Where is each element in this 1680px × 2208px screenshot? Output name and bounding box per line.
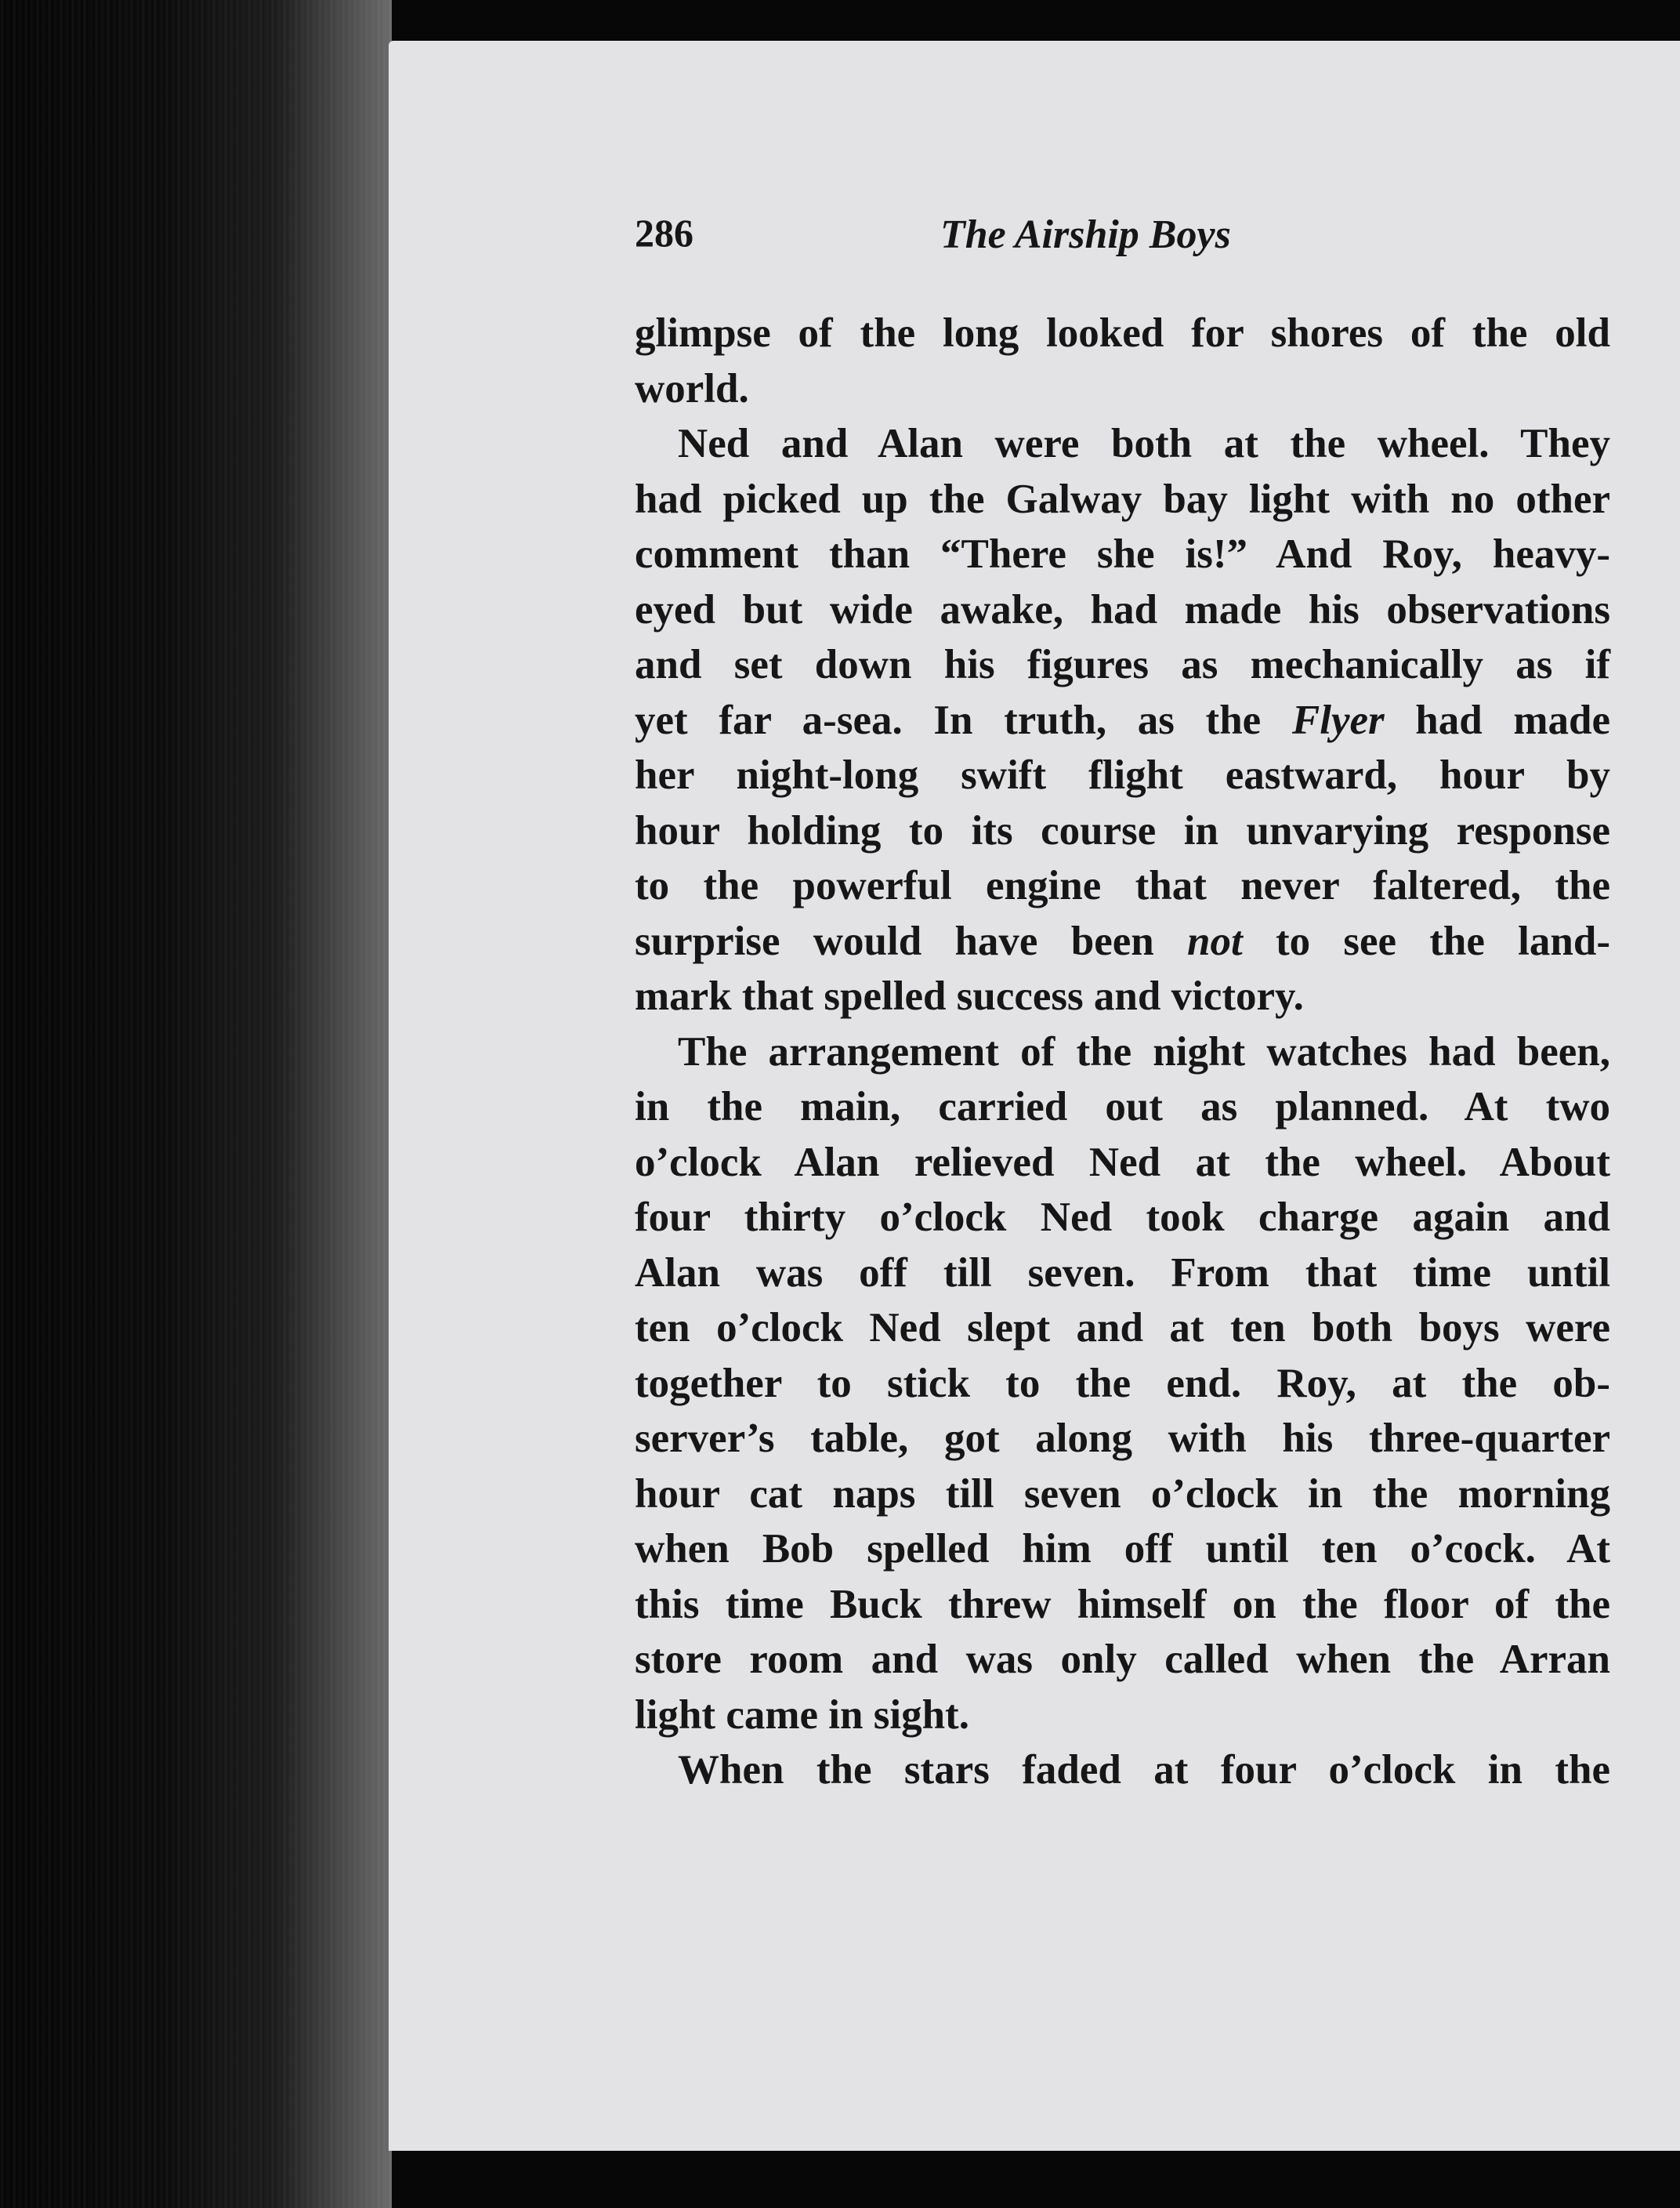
text-line: Ned and Alan were both at the wheel. They xyxy=(678,421,1610,466)
line-segment: had made xyxy=(1415,697,1611,743)
text-line: hour holding to its course in unvarying response xyxy=(635,807,1610,854)
text-line: when Bob spelled him off until ten o’cock. At xyxy=(635,1526,1610,1572)
line-segment: surprise would have been xyxy=(635,918,1154,964)
text-line: server’s table, got along with his three-quarter xyxy=(635,1416,1610,1461)
text-line: store room and was only called when the Arran xyxy=(635,1637,1610,1682)
paragraph-2 xyxy=(635,416,1610,1024)
text-line: to the powerful engine that never faltered, the xyxy=(635,863,1610,908)
text-line: hour cat naps till seven o’clock in the morning xyxy=(635,1470,1610,1517)
text-line: four thirty o’clock Ned took charge again and xyxy=(635,1195,1610,1240)
page-number: 286 xyxy=(635,211,693,255)
text-line: together to stick to the end. Roy, at the ob- xyxy=(635,1360,1610,1406)
text-line: o’clock Alan relieved Ned at the wheel. About xyxy=(635,1139,1610,1185)
text-line: Alan was off till seven. From that time until xyxy=(635,1249,1610,1296)
text-line: glimpse of the long looked for shores of the old xyxy=(635,310,1610,356)
text-line: light came in sight. xyxy=(635,1691,969,1738)
text-line: her night-long swift flight eastward, hour by xyxy=(635,752,1610,798)
text-line: this time Buck threw himself on the floor of the xyxy=(635,1581,1610,1627)
text-line: ten o’clock Ned slept and at ten both boys were xyxy=(635,1305,1610,1351)
text-line: mark that spelled success and victory. xyxy=(635,973,1304,1019)
italic-word-flyer: Flyer xyxy=(1291,697,1385,743)
text-line-with-italic xyxy=(635,914,1610,970)
text-line: The arrangement of the night watches had been, xyxy=(678,1028,1610,1075)
body-text xyxy=(635,306,1610,1798)
paragraph-4 xyxy=(635,1742,1610,1798)
text-line: in the main, carried out as planned. At two xyxy=(635,1084,1610,1129)
text-line: eyed but wide awake, had made his observations xyxy=(635,586,1610,633)
paragraph-1 xyxy=(635,306,1610,416)
text-line: comment than “There she is!” And Roy, heavy- xyxy=(635,531,1610,577)
line-segment: yet far a-sea. In truth, as the xyxy=(635,697,1262,743)
italic-word-not: not xyxy=(1186,918,1243,964)
running-head: The Airship Boys xyxy=(940,212,1231,257)
text-line: When the stars faded at four o’clock in the xyxy=(678,1747,1610,1793)
text-line: had picked up the Galway bay light with no other xyxy=(635,476,1610,522)
line-segment: to see the land- xyxy=(1275,918,1611,964)
text-line: and set down his figures as mechanically as if xyxy=(635,642,1610,687)
text-line-with-italic xyxy=(635,693,1610,749)
paragraph-3 xyxy=(635,1024,1610,1743)
text-line: world. xyxy=(635,365,749,412)
book-spine-edge xyxy=(0,0,392,2208)
page-header xyxy=(635,210,1614,273)
